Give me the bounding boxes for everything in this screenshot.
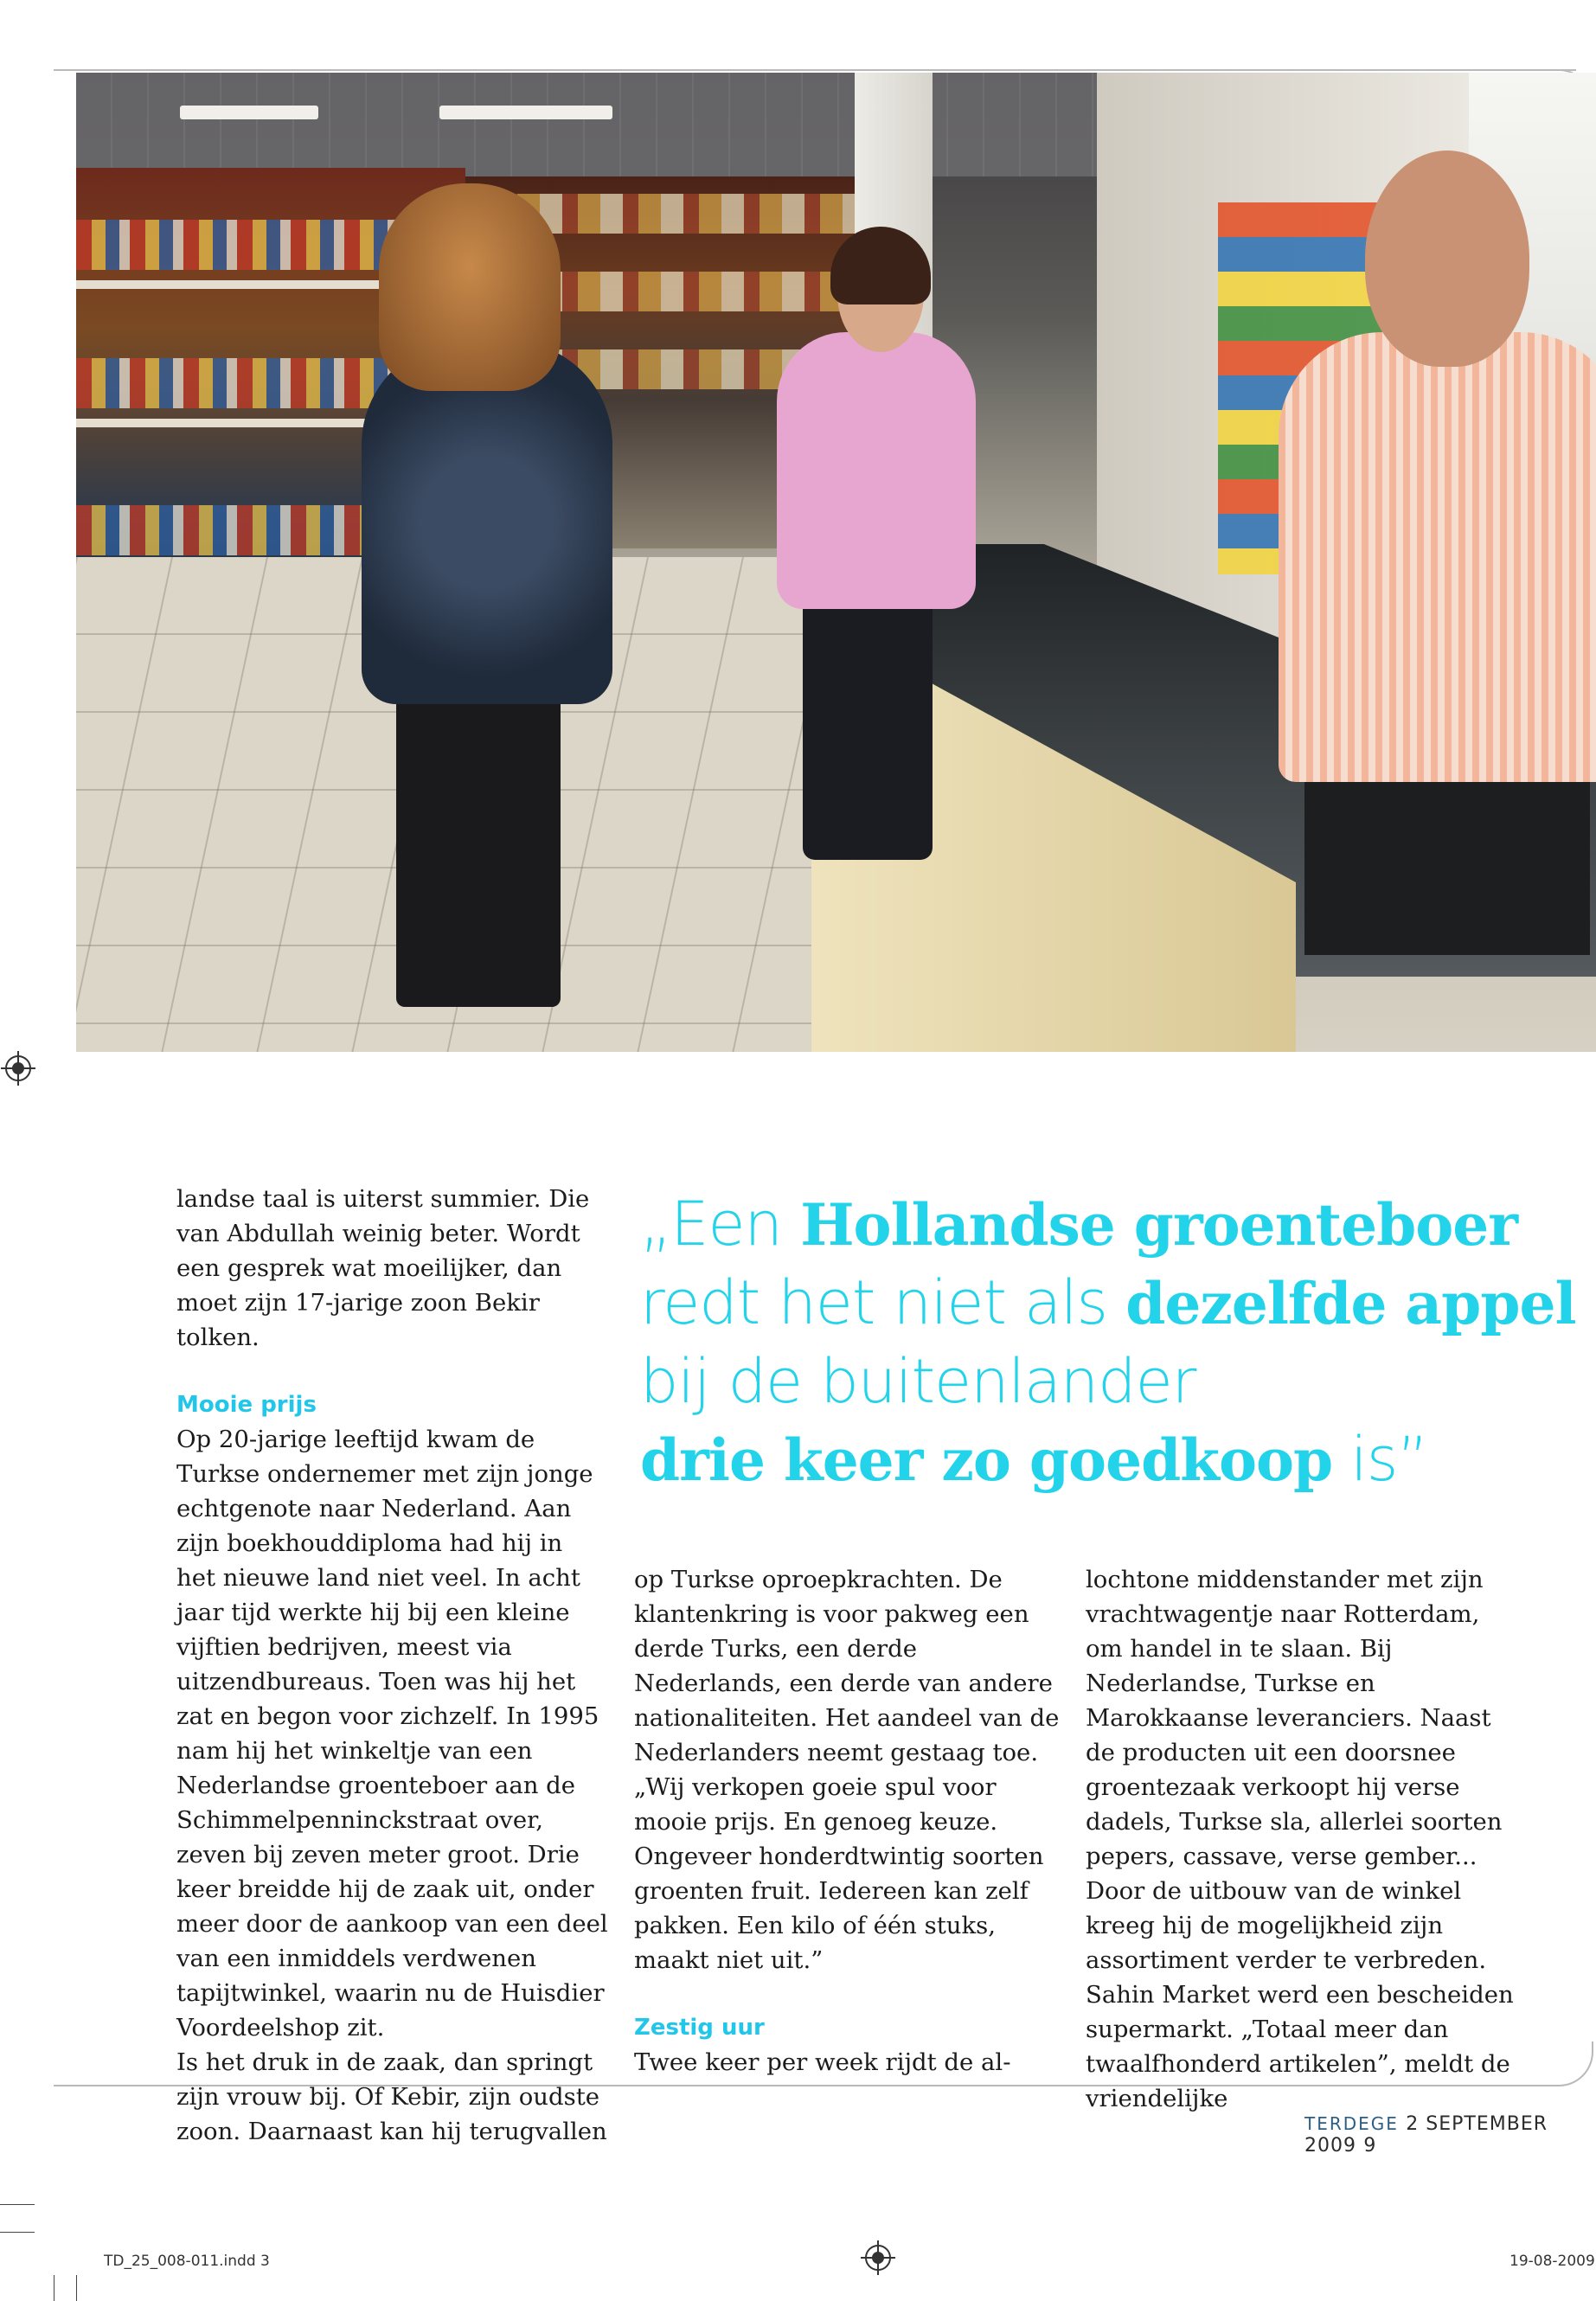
pull-quote bbox=[640, 1185, 1576, 1499]
article-column-2 bbox=[634, 1562, 1067, 2080]
column2-body: op Turkse oproepkrachten. De klantenkring is voor pakweg een derde Turks, een derde Nederlands, een derde van andere nationaliteiten. Het aandeel van de Nederlanders neemt gestaag toe. „Wij verkopen goeie spul voor mooie prijs. En genoeg keuze. Ongeveer honderdtwintig soorten groenten fruit. Iedereen kan zelf pakken. Een kilo of één stuks, maakt niet uit.” bbox=[634, 1566, 1060, 1974]
quote-line4-bold: drie keer zo goedkoop bbox=[640, 1426, 1333, 1494]
registration-mark-icon bbox=[865, 2245, 891, 2271]
photo-woman-left-legs bbox=[396, 678, 561, 1007]
photo-man-head bbox=[1365, 151, 1529, 367]
page-footer bbox=[1304, 2113, 1596, 2157]
column1-body: Op 20-jarige leeftijd kwam de Turkse ondernemer met zijn jonge echtgenote naar Nederland. Aan zijn boekhouddiploma had hij in het nieuwe land niet veel. In acht jaar tijd werkte hij bij een kleine vijftien bedrijven, meest via uitzendbureaus. Toen was hij het zat en begon voor zichzelf. In 1995 nam hij het winkeltje van een Nederlandse groenteboer aan de Schimmelpenninckstraat over, zeven bij zeven meter groot. Drie keer breidde hij de zaak uit, onder meer door de aankoop van een deel van een inmiddels verdwenen tapijtwinkel, waarin nu de Huisdier Voordeelshop zit. bbox=[176, 1426, 608, 2041]
quote-line2-bold: dezelfde appel bbox=[1125, 1270, 1576, 1337]
page-frame-corner-bottom bbox=[1548, 2041, 1593, 2086]
shop-interior-photo bbox=[76, 73, 1596, 1052]
quote-line4-thin: is” bbox=[1332, 1424, 1428, 1495]
quote-line3-thin: bij de buitenlander bbox=[640, 1346, 1196, 1417]
slug-file-name: TD_25_008-011.indd 3 bbox=[104, 2253, 270, 2270]
column2-body-2: Twee keer per week rijdt de al- bbox=[634, 2048, 1011, 2076]
photo-woman-left-hair bbox=[379, 183, 561, 391]
crop-mark bbox=[0, 2232, 35, 2233]
quote-line1-bold: Hollandse groenteboer bbox=[800, 1191, 1518, 1259]
magazine-name: TERDEGE bbox=[1304, 2113, 1399, 2134]
photo-young-woman-body bbox=[777, 332, 976, 609]
subhead-mooie-prijs: Mooie prijs bbox=[176, 1392, 317, 1418]
photo-ceiling-light bbox=[439, 106, 612, 119]
column1-intro: landse taal is uiterst summier. Die van Abdullah weinig beter. Wordt een gesprek wat moeilijker, dan moet zijn 17-jarige zoon Bekir tolken. bbox=[176, 1185, 590, 1351]
subhead-zestig-uur: Zestig uur bbox=[634, 2015, 765, 2041]
article-column-1 bbox=[176, 1182, 609, 2149]
issue-date: 2 SEPTEMBER 2009 bbox=[1304, 2113, 1548, 2157]
crop-mark bbox=[0, 2204, 35, 2205]
registration-mark-icon bbox=[5, 1055, 31, 1081]
quote-line1-thin: „Een bbox=[640, 1189, 801, 1259]
column3-body: lochtone middenstander met zijn vrachtwagentje naar Rotterdam, om handel in te slaan. Bij Nederlandse, Turkse en Marokkaanse leveranciers. Naast de producten uit een doorsnee groentezaak verkoopt hij verse dadels, Turkse sla, allerlei soorten pepers, cassave, verse gember... bbox=[1086, 1566, 1503, 1870]
page-frame-top bbox=[54, 69, 1576, 71]
crop-mark bbox=[76, 2275, 77, 2301]
article-column-3 bbox=[1086, 1562, 1518, 2116]
slug-date: 19-08-2009 bbox=[1509, 2253, 1595, 2270]
photo-ceiling-light bbox=[180, 106, 318, 119]
column1-body-2: Is het druk in de zaak, dan springt zijn vrouw bij. Of Kebir, zijn oudste zoon. Daarnaast kan hij terugvallen bbox=[176, 2048, 607, 2145]
photo-young-woman-legs bbox=[803, 574, 933, 860]
quote-line2-thin: redt het niet als bbox=[640, 1267, 1126, 1338]
photo-woman-left-body bbox=[362, 341, 612, 704]
photo-man-shirt bbox=[1279, 332, 1596, 782]
column3-body-2: Door de uitbouw van de winkel kreeg hij de mogelijkheid zijn assortiment verder te verbreden. Sahin Market werd een bescheiden supermarkt. „Totaal meer dan twaalfhonderd artikelen”, meldt de vriendelijke bbox=[1086, 1877, 1514, 2112]
page-number: 9 bbox=[1363, 2135, 1377, 2157]
